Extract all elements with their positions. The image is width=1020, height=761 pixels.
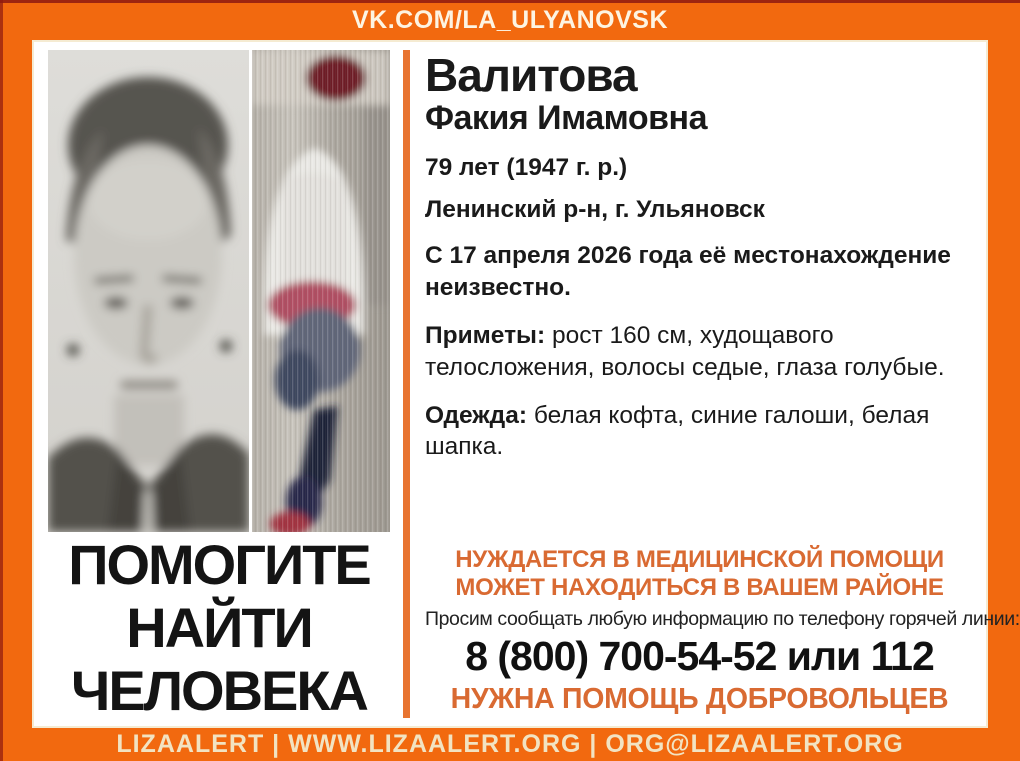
description-line bbox=[425, 320, 974, 384]
poster-sheet bbox=[32, 40, 1020, 728]
help-banner bbox=[48, 532, 390, 723]
clothing-label: Одежда: bbox=[425, 401, 528, 429]
clothing-text: белая кофта, синие галоши, белая шапка. bbox=[425, 401, 930, 461]
help-line-3: ЧЕЛОВЕКА bbox=[71, 659, 367, 723]
your-area-line: МОЖЕТ НАХОДИТЬСЯ В ВАШЕМ РАЙОНЕ bbox=[455, 574, 944, 602]
left-edge-accent bbox=[0, 0, 3, 761]
info-column bbox=[425, 49, 1020, 718]
help-line-1: ПОМОГИТЕ bbox=[68, 533, 370, 596]
description-label: Приметы: bbox=[425, 321, 546, 349]
person-given-names: Факия Имамовна bbox=[425, 98, 707, 137]
footer-links-text: LIZAALERT | WWW.LIZAALERT.ORG | ORG@LIZAALERT.ORG bbox=[116, 730, 904, 758]
surveillance-photo bbox=[252, 50, 390, 532]
hotline-note: Просим сообщать любую информацию по телефону горячей линии: bbox=[425, 608, 1020, 631]
person-age: 79 лет (1947 г. р.) bbox=[425, 153, 628, 181]
portrait-photo bbox=[48, 50, 249, 532]
alert-block bbox=[425, 546, 1020, 718]
vk-link-bar bbox=[0, 0, 1020, 40]
hotline-phone-number: 8 (800) 700-54-52 или 112 bbox=[465, 633, 934, 680]
vk-url-text: VK.COM/LA_ULYANOVSK bbox=[351, 5, 669, 34]
photo-column bbox=[48, 50, 390, 723]
volunteers-needed-line: НУЖНА ПОМОЩЬ ДОБРОВОЛЬЦЕВ bbox=[450, 683, 949, 715]
person-location: Ленинский р-н, г. Ульяновск bbox=[425, 195, 765, 223]
footer-bar bbox=[0, 728, 1020, 761]
missing-since-text: С 17 апреля 2026 года её местонахождение неизвестно. bbox=[425, 242, 951, 302]
clothing-line bbox=[425, 400, 974, 464]
medical-help-line: НУЖДАЕТСЯ В МЕДИЦИНСКОЙ ПОМОЩИ bbox=[455, 546, 944, 574]
help-line-2: НАЙТИ bbox=[126, 596, 312, 660]
person-surname: Валитова bbox=[425, 49, 637, 101]
vertical-divider bbox=[403, 50, 410, 718]
description-text: рост 160 см, худощавого телосложения, волосы седые, глаза голубые. bbox=[425, 321, 945, 381]
photos-strip bbox=[48, 50, 390, 532]
